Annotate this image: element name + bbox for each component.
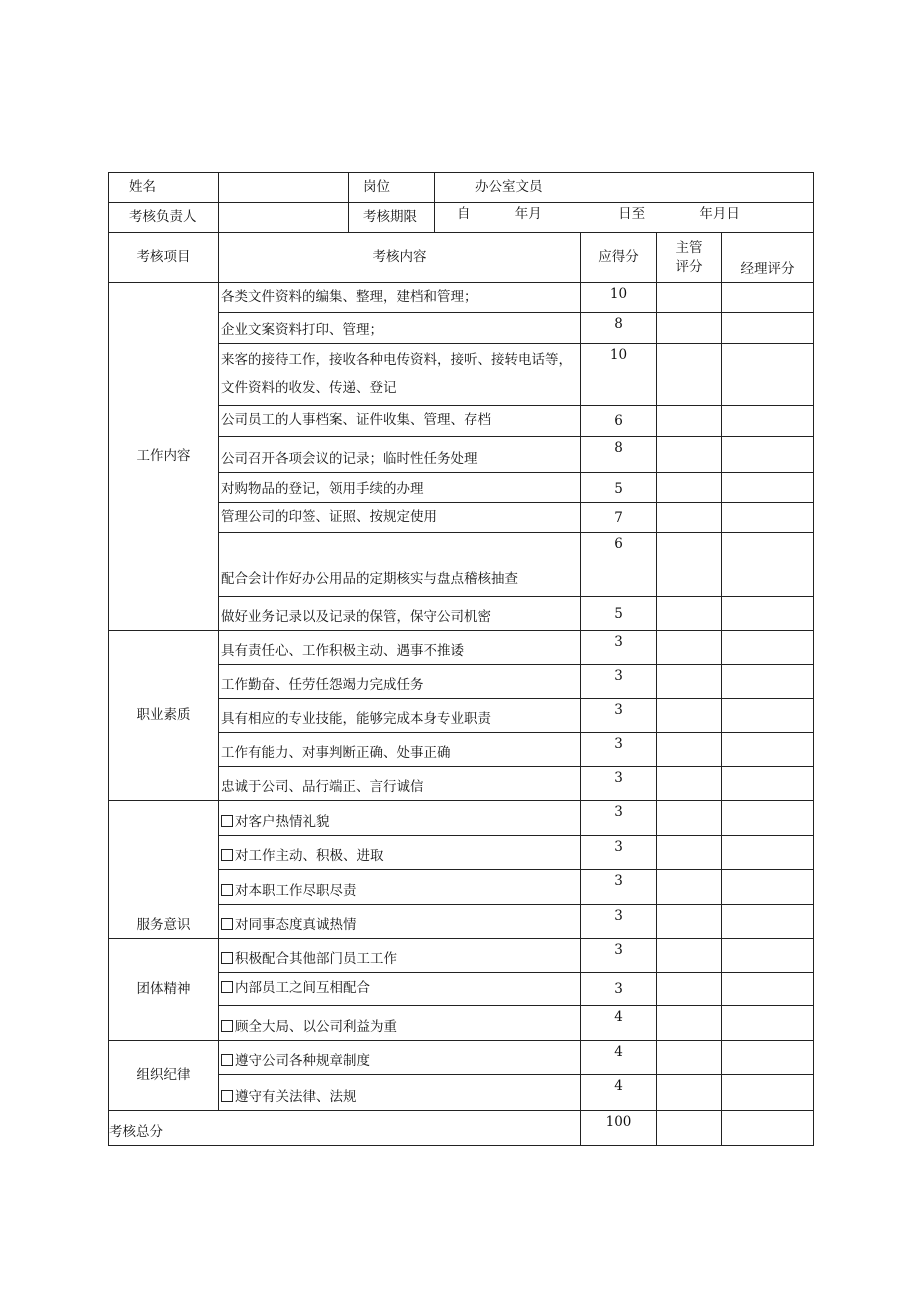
- column-header-row: [109, 233, 814, 283]
- col-supervisor-line2: 评分: [675, 258, 703, 275]
- row-content: [219, 870, 581, 905]
- checkbox-icon[interactable]: [221, 952, 233, 964]
- row-score: 10: [581, 283, 657, 313]
- row-score: 3: [581, 733, 657, 767]
- group-label-work: 工作内容: [109, 283, 219, 631]
- supervisor-score-cell[interactable]: [657, 767, 722, 801]
- manager-score-cell[interactable]: [722, 870, 814, 905]
- row-content: 忠诚于公司、品行端正、言行诚信: [219, 767, 581, 801]
- row-score: 6: [581, 533, 657, 597]
- row-score: 3: [581, 699, 657, 733]
- row-content: 公司召开各项会议的记录；临时性任务处理: [219, 437, 581, 473]
- row-score: 3: [581, 665, 657, 699]
- supervisor-score-cell[interactable]: [657, 597, 722, 631]
- row-content: 管理公司的印签、证照、按规定使用: [219, 503, 581, 533]
- supervisor-score-cell[interactable]: [657, 870, 722, 905]
- reviewer-value[interactable]: [219, 203, 349, 233]
- checkbox-icon[interactable]: [221, 1054, 233, 1066]
- row-content: 各类文件资料的编集、整理，建档和管理；: [219, 283, 581, 313]
- supervisor-score-cell[interactable]: [657, 1075, 722, 1111]
- total-score: 100: [581, 1111, 657, 1146]
- position-value[interactable]: 办公室文员: [435, 173, 814, 203]
- col-content: 考核内容: [219, 233, 581, 283]
- row-score: 3: [581, 939, 657, 973]
- row-score: 4: [581, 1006, 657, 1041]
- supervisor-score-cell[interactable]: [657, 406, 722, 437]
- manager-score-cell[interactable]: [722, 597, 814, 631]
- row-score: 5: [581, 597, 657, 631]
- manager-score-cell[interactable]: [722, 1006, 814, 1041]
- supervisor-score-cell[interactable]: [657, 699, 722, 733]
- manager-score-cell[interactable]: [722, 406, 814, 437]
- name-value[interactable]: [219, 173, 349, 203]
- row-content: 企业文案资料打印、管理；: [219, 313, 581, 344]
- reviewer-label: 考核负责人: [109, 203, 219, 233]
- supervisor-score-cell[interactable]: [657, 437, 722, 473]
- table-row: [109, 1041, 814, 1075]
- period-value[interactable]: [435, 203, 814, 233]
- evaluation-form: [108, 172, 813, 1146]
- manager-score-cell[interactable]: [722, 905, 814, 939]
- row-score: 3: [581, 905, 657, 939]
- total-row: [109, 1111, 814, 1146]
- col-supervisor: [657, 233, 722, 283]
- row-score: 4: [581, 1041, 657, 1075]
- header-row-reviewer: [109, 203, 814, 233]
- supervisor-score-cell[interactable]: [657, 1006, 722, 1041]
- supervisor-score-cell[interactable]: [657, 313, 722, 344]
- manager-score-cell[interactable]: [722, 344, 814, 406]
- col-manager: 经理评分: [722, 233, 814, 283]
- name-label: 姓名: [109, 173, 219, 203]
- row-content-text: 对同事态度真诚热情: [235, 917, 357, 934]
- row-content: 具有责任心、工作积极主动、遇事不推诿: [219, 631, 581, 665]
- row-score: 10: [581, 344, 657, 406]
- group-label-discipline: 组织纪律: [109, 1041, 219, 1111]
- manager-score-cell[interactable]: [722, 733, 814, 767]
- row-content-text: 对本职工作尽职尽责: [235, 883, 357, 900]
- row-score: 3: [581, 631, 657, 665]
- row-content-text: 对工作主动、积极、进取: [235, 848, 384, 865]
- row-content: [219, 905, 581, 939]
- row-content-text: 遵守有关法律、法规: [235, 1089, 357, 1106]
- supervisor-score-cell[interactable]: [657, 473, 722, 503]
- row-score: 4: [581, 1075, 657, 1111]
- row-content: 公司员工的人事档案、证件收集、管理、存档: [219, 406, 581, 437]
- manager-score-cell[interactable]: [722, 283, 814, 313]
- supervisor-score-cell[interactable]: [657, 939, 722, 973]
- row-score: 3: [581, 973, 657, 1006]
- row-score: 3: [581, 870, 657, 905]
- checkbox-icon[interactable]: [221, 1090, 233, 1102]
- row-content: 对购物品的登记，领用手续的办理: [219, 473, 581, 503]
- row-content: [219, 836, 581, 870]
- row-score: 8: [581, 437, 657, 473]
- header-row-name: [109, 173, 814, 203]
- row-content-text: 顾全大局、以公司利益为重: [235, 1019, 397, 1036]
- row-content: 配合会计作好办公用品的定期核实与盘点稽核抽查: [219, 533, 581, 597]
- evaluation-table: [108, 172, 814, 1146]
- table-row: [109, 631, 814, 665]
- period-month2: 年月日: [699, 206, 740, 222]
- col-score: 应得分: [581, 233, 657, 283]
- table-row: [109, 939, 814, 973]
- manager-score-cell[interactable]: [722, 665, 814, 699]
- manager-score-cell[interactable]: [722, 836, 814, 870]
- manager-total-cell[interactable]: [722, 1111, 814, 1146]
- supervisor-score-cell[interactable]: [657, 905, 722, 939]
- table-row: [109, 801, 814, 836]
- manager-score-cell[interactable]: [722, 503, 814, 533]
- row-content: [219, 973, 581, 1006]
- manager-score-cell[interactable]: [722, 437, 814, 473]
- row-content-text: 内部员工之间互相配合: [235, 980, 370, 997]
- checkbox-icon[interactable]: [221, 849, 233, 861]
- manager-score-cell[interactable]: [722, 699, 814, 733]
- supervisor-score-cell[interactable]: [657, 283, 722, 313]
- table-row: [109, 283, 814, 313]
- row-score: 3: [581, 801, 657, 836]
- row-content: [219, 939, 581, 973]
- manager-score-cell[interactable]: [722, 1041, 814, 1075]
- supervisor-score-cell[interactable]: [657, 631, 722, 665]
- row-score: 3: [581, 767, 657, 801]
- manager-score-cell[interactable]: [722, 473, 814, 503]
- row-content: [219, 1006, 581, 1041]
- period-to: 日至: [618, 206, 646, 222]
- period-month1: 年月: [514, 206, 542, 222]
- col-item: 考核项目: [109, 233, 219, 283]
- row-content: 具有相应的专业技能，能够完成本身专业职责: [219, 699, 581, 733]
- manager-score-cell[interactable]: [722, 1075, 814, 1111]
- row-score: 6: [581, 406, 657, 437]
- group-label-service: 服务意识: [109, 801, 219, 939]
- row-score: 8: [581, 313, 657, 344]
- supervisor-score-cell[interactable]: [657, 801, 722, 836]
- supervisor-score-cell[interactable]: [657, 665, 722, 699]
- manager-score-cell[interactable]: [722, 533, 814, 597]
- checkbox-icon[interactable]: [221, 918, 233, 930]
- checkbox-icon[interactable]: [221, 815, 233, 827]
- manager-score-cell[interactable]: [722, 973, 814, 1006]
- row-content: [219, 801, 581, 836]
- manager-score-cell[interactable]: [722, 939, 814, 973]
- row-score: 5: [581, 473, 657, 503]
- supervisor-score-cell[interactable]: [657, 344, 722, 406]
- manager-score-cell[interactable]: [722, 313, 814, 344]
- row-score: 3: [581, 836, 657, 870]
- manager-score-cell[interactable]: [722, 631, 814, 665]
- row-score: 7: [581, 503, 657, 533]
- row-content-text: 积极配合其他部门员工工作: [235, 951, 397, 968]
- position-label: 岗位: [349, 173, 435, 203]
- row-content: 工作勤奋、任劳任怨竭力完成任务: [219, 665, 581, 699]
- row-content: 做好业务记录以及记录的保管，保守公司机密: [219, 597, 581, 631]
- supervisor-score-cell[interactable]: [657, 1041, 722, 1075]
- supervisor-score-cell[interactable]: [657, 836, 722, 870]
- supervisor-score-cell[interactable]: [657, 973, 722, 1006]
- supervisor-score-cell[interactable]: [657, 503, 722, 533]
- col-supervisor-line1: 主管: [675, 240, 703, 257]
- total-label: 考核总分: [109, 1111, 581, 1146]
- manager-score-cell[interactable]: [722, 801, 814, 836]
- row-content: 来客的接待工作，接收各种电传资料，接听、接转电话等，文件资料的收发、传递、登记: [219, 344, 581, 406]
- period-from: 自: [457, 206, 471, 222]
- group-label-quality: 职业素质: [109, 631, 219, 801]
- period-label: 考核期限: [349, 203, 435, 233]
- supervisor-score-cell[interactable]: [657, 733, 722, 767]
- checkbox-icon[interactable]: [221, 1020, 233, 1032]
- row-content: [219, 1041, 581, 1075]
- supervisor-score-cell[interactable]: [657, 533, 722, 597]
- group-label-team: 团体精神: [109, 939, 219, 1041]
- row-content: [219, 1075, 581, 1111]
- row-content-text: 遵守公司各种规章制度: [235, 1053, 370, 1070]
- checkbox-icon[interactable]: [221, 981, 233, 993]
- row-content: 工作有能力、对事判断正确、处事正确: [219, 733, 581, 767]
- manager-score-cell[interactable]: [722, 767, 814, 801]
- row-content-text: 对客户热情礼貌: [235, 814, 330, 831]
- supervisor-total-cell[interactable]: [657, 1111, 722, 1146]
- checkbox-icon[interactable]: [221, 884, 233, 896]
